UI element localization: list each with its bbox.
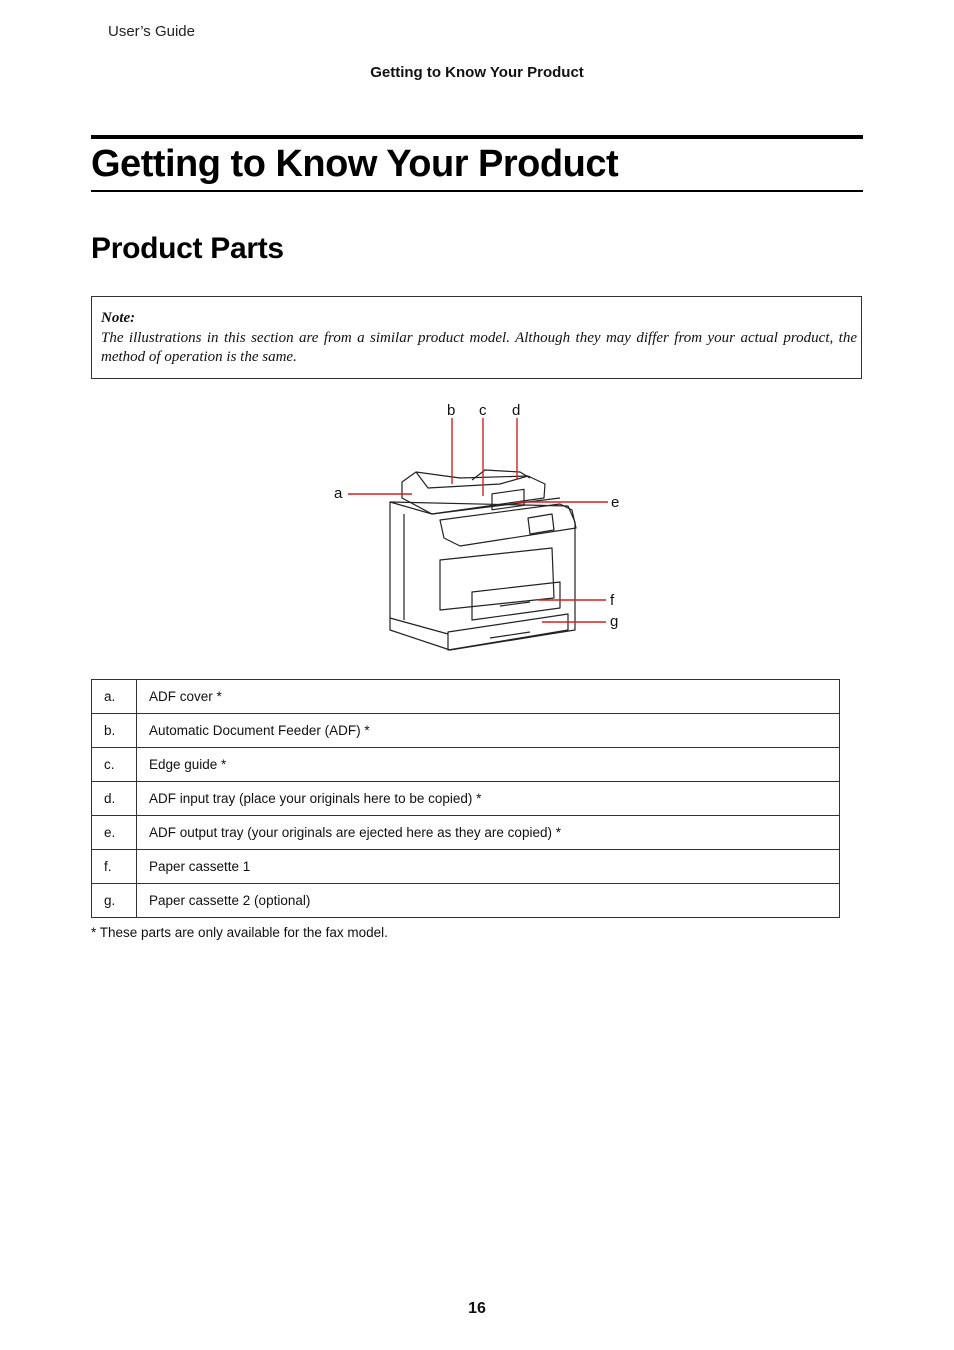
chapter-rule-top: [91, 135, 863, 139]
part-description: ADF output tray (your originals are ejected here as they are copied) *: [137, 816, 840, 850]
callout-f: f: [610, 592, 615, 609]
part-description: Automatic Document Feeder (ADF) *: [137, 714, 840, 748]
panel-screen: [492, 489, 524, 509]
front-recess: [440, 548, 554, 610]
printer-body: [390, 502, 575, 650]
callout-e: e: [611, 494, 620, 511]
running-section-title: Getting to Know Your Product: [370, 64, 584, 81]
footnote: * These parts are only available for the fax model.: [91, 925, 388, 940]
chapter-rule-bottom: [91, 190, 863, 192]
section-title: Product Parts: [91, 232, 284, 265]
table-row: [92, 816, 840, 850]
page-number: 16: [468, 1300, 486, 1317]
body-seam: [390, 618, 448, 634]
part-description: Edge guide *: [137, 748, 840, 782]
callout-b: b: [447, 402, 456, 419]
callout-labels: [334, 402, 619, 630]
cassette-1: [472, 582, 560, 620]
table-row: [92, 884, 840, 918]
part-key: d.: [92, 782, 137, 816]
part-key: e.: [92, 816, 137, 850]
callout-d: d: [512, 402, 521, 419]
part-description: Paper cassette 1: [137, 850, 840, 884]
table-row: [92, 748, 840, 782]
chapter-title: Getting to Know Your Product: [91, 143, 619, 185]
part-key: f.: [92, 850, 137, 884]
table-row: [92, 680, 840, 714]
printer-drawing: [390, 470, 576, 650]
printer-top-edge: [390, 498, 560, 514]
part-key: b.: [92, 714, 137, 748]
printer-illustration: [320, 398, 640, 660]
part-key: a.: [92, 680, 137, 714]
callout-c: c: [479, 402, 487, 419]
part-description: Paper cassette 2 (optional): [137, 884, 840, 918]
table-row: [92, 782, 840, 816]
callout-g: g: [610, 613, 619, 630]
table-row: [92, 850, 840, 884]
keypad: [528, 514, 554, 534]
part-description: ADF input tray (place your originals here to be copied) *: [137, 782, 840, 816]
note-text: The illustrations in this section are from a similar product model. Although they may differ from your actual product, the method of operation is the same.: [101, 330, 857, 365]
running-header: User’s Guide: [108, 23, 195, 40]
part-key: c.: [92, 748, 137, 782]
note-label: Note:: [101, 310, 136, 326]
parts-table: [91, 679, 840, 918]
part-description: ADF cover *: [137, 680, 840, 714]
note-box: [91, 296, 862, 379]
callout-a: a: [334, 485, 343, 502]
cassette-2: [448, 614, 568, 650]
table-row: [92, 714, 840, 748]
part-key: g.: [92, 884, 137, 918]
